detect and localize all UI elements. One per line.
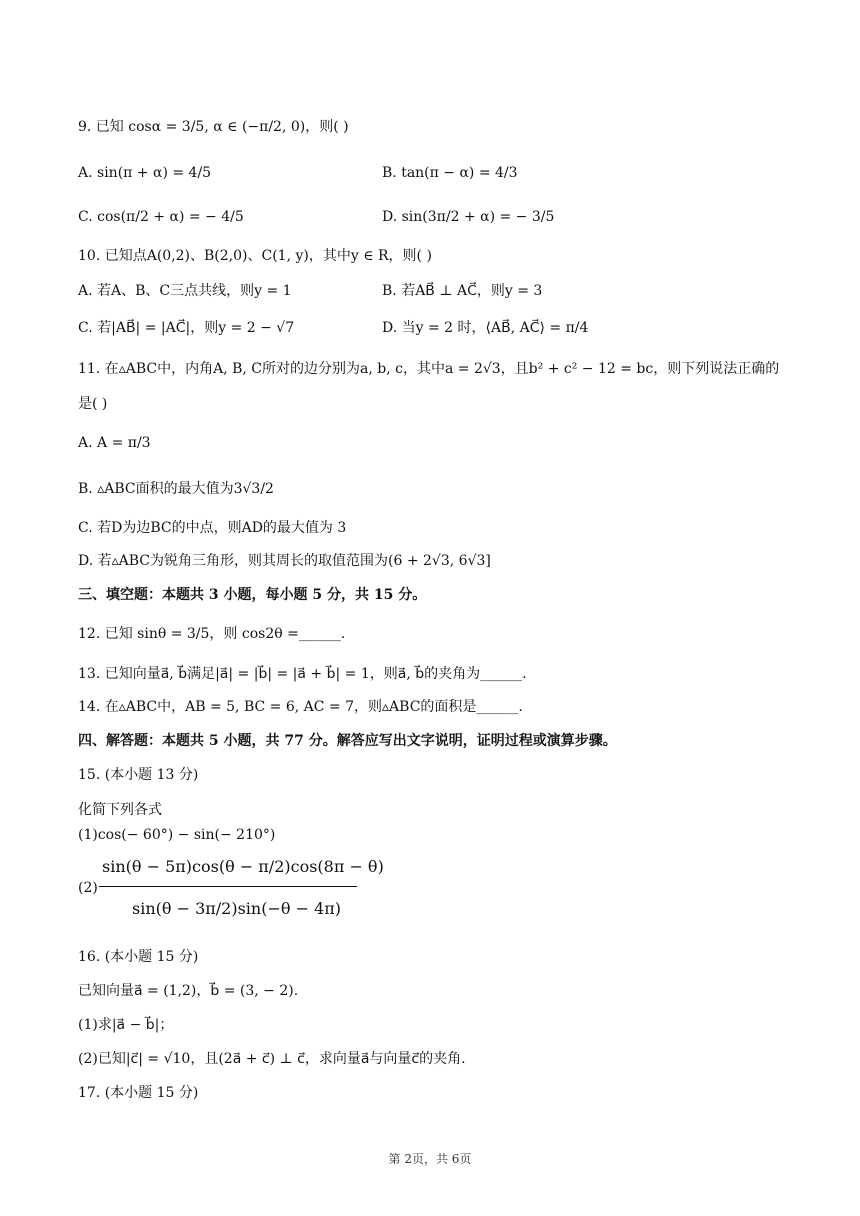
q9-option-a: A. sin(π + α) = 4/5	[78, 165, 212, 181]
q11-option-b: B. ▵ABC面积的最大值为3√3/2	[78, 481, 274, 497]
section-heading-solutions: 四、解答题：本题共 5 小题，共 77 分。解答应写出文字说明，证明过程或演算步骤。	[78, 733, 617, 749]
q9-option-c: C. cos(π/2 + α) = − 4/5	[78, 209, 244, 225]
q11-stem-line1: 11. 在▵ABC中，内角A, B, C所对的边分别为a, b, c，其中a = 2√3，且b² + c² − 12 = bc，则下列说法正确的	[78, 361, 780, 377]
q10-stem: 10. 已知点A(0,2)、B(2,0)、C(1, y)，其中y ∈ R，则( )	[78, 248, 432, 264]
page-footer: 第 2页，共 6页	[388, 1152, 472, 1166]
q9-option-b: B. tan(π − α) = 4/3	[382, 165, 518, 181]
q11-option-d: D. 若▵ABC为锐角三角形，则其周长的取值范围为(6 + 2√3, 6√3]	[78, 553, 491, 569]
q11-stem-line2: 是( )	[78, 396, 108, 412]
q9-option-d: D. sin(3π/2 + α) = − 3/5	[382, 209, 555, 225]
q11-option-a: A. A = π/3	[78, 435, 151, 451]
fraction-denominator: sin(θ − 3π/2)sin(−θ − 4π)	[132, 899, 342, 918]
q10-option-c: C. 若|AB⃗| = |AC⃗|，则y = 2 − √7	[78, 320, 295, 336]
q16-part1: (1)求|a⃗ − b⃗|；	[78, 1017, 174, 1033]
q17-heading: 17. (本小题 15 分)	[78, 1085, 199, 1101]
q11-option-c: C. 若D为边BC的中点，则AD的最大值为 3	[78, 520, 347, 536]
q14: 14. 在▵ABC中，AB = 5, BC = 6, AC = 7，则▵ABC的面积是______.	[78, 699, 523, 715]
q16-given: 已知向量a⃗ = (1,2)，b⃗ = (3, − 2).	[78, 983, 299, 999]
q15-part2-label: (2)	[78, 880, 98, 896]
q9-stem: 9. 已知 cosα = 3/5, α ∈ (−π/2, 0)，则( )	[78, 119, 349, 135]
q10-option-a: A. 若A、B、C三点共线，则y = 1	[78, 283, 292, 299]
fraction-numerator: sin(θ − 5π)cos(θ − π/2)cos(8π − θ)	[102, 857, 384, 876]
q13: 13. 已知向量a⃗, b⃗满足|a⃗| = |b⃗| = |a⃗ + b⃗| = 1，则a⃗, b⃗的夹角为______.	[78, 666, 527, 682]
q15-heading: 15. (本小题 13 分)	[78, 767, 199, 783]
section-heading-fill-in: 三、填空题：本题共 3 小题，每小题 5 分，共 15 分。	[78, 587, 427, 603]
q15-part1: (1)cos(− 60°) − sin(− 210°)	[78, 827, 276, 843]
q10-option-b: B. 若AB⃗ ⊥ AC⃗，则y = 3	[382, 283, 543, 299]
q12: 12. 已知 sinθ = 3/5，则 cos2θ =______.	[78, 626, 346, 642]
q10-option-d: D. 当y = 2 时，⟨AB⃗, AC⃗⟩ = π/4	[382, 320, 589, 336]
fraction-bar	[99, 886, 357, 887]
q16-heading: 16. (本小题 15 分)	[78, 949, 199, 965]
q15-intro: 化简下列各式	[78, 802, 162, 818]
q16-part2: (2)已知|c⃗| = √10，且(2a⃗ + c⃗) ⊥ c⃗，求向量a⃗与向量c⃗的夹角.	[78, 1051, 466, 1067]
